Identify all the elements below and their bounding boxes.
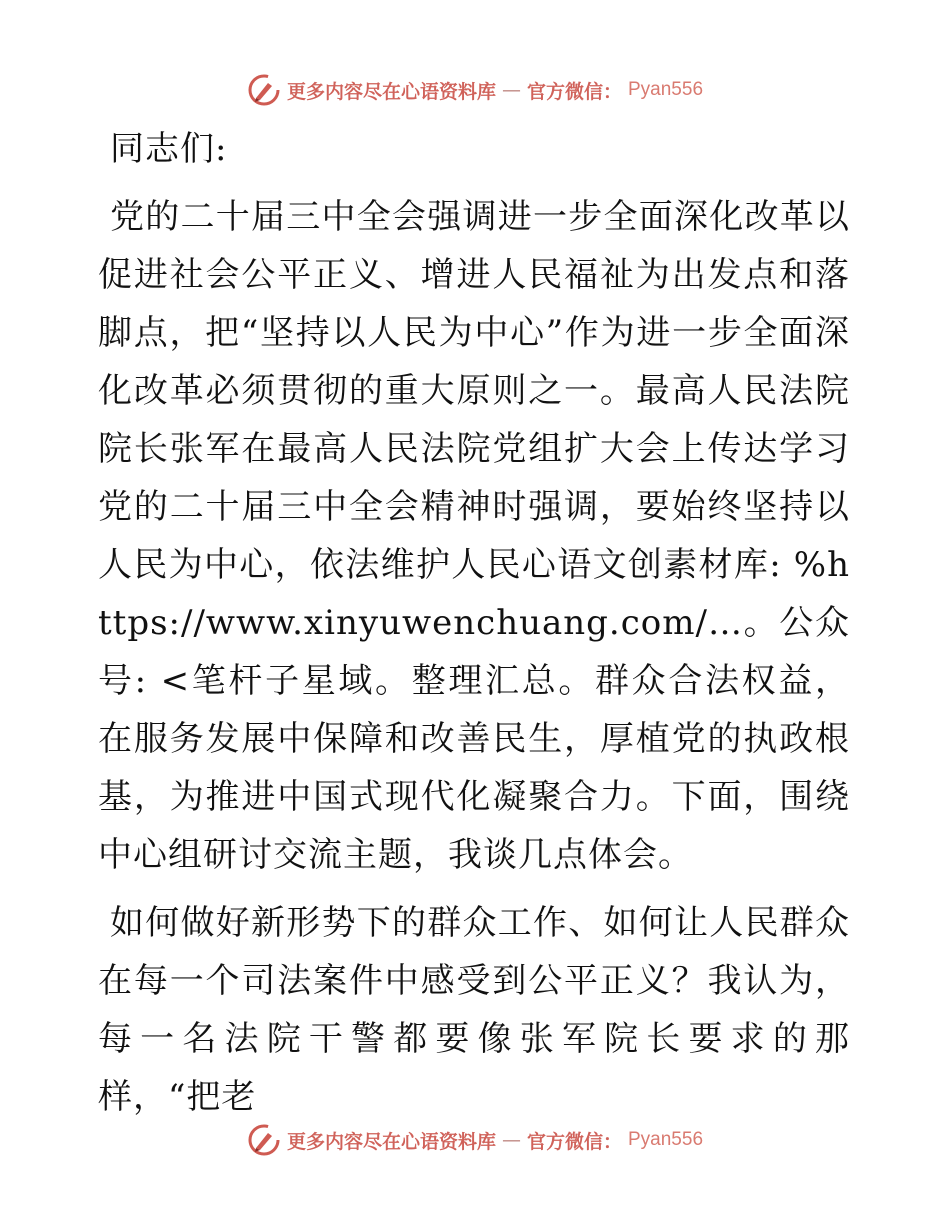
watermark-wechat-id: Pyan556 <box>628 1129 704 1150</box>
document-body <box>98 120 850 1136</box>
watermark-wechat-label: 官方微信： <box>526 80 622 103</box>
watermark-dash: — <box>501 1129 521 1151</box>
watermark-wechat-id: Pyan556 <box>628 79 704 100</box>
greeting: 同志们: <box>110 129 228 169</box>
pen-logo-icon <box>247 1123 281 1157</box>
paragraph-2: 如何做好新形势下的群众工作、如何让人民群众在每一个司法案件中感受到公平正义？我认为，每一名法院干警都要像张军院长要求的那样，“把老 <box>98 903 850 1117</box>
header-watermark <box>0 72 950 108</box>
footer-watermark <box>0 1122 950 1158</box>
pen-logo-icon <box>247 73 281 107</box>
paragraph-1: 党的二十届三中全会强调进一步全面深化改革以促进社会公平正义、增进人民福祉为出发点和落脚点，把“坚持以人民为中心”作为进一步全面深化改革必须贯彻的重大原则之一。最高人民法院院长张军在最高人民法院党组扩大会上传达学习党的二十届三中全会精神时强调，要始终坚持以人民为中心，依法维护人民心语文创素材库: %https://www.xinyuwenchuang.com/…。公众号: <笔杆子星域。整理汇总。群众合法权益，在服务发展中保障和改善民生，厚植党的执政根基，为推进中国式现代化凝聚合力。下面，围绕中心组研讨交流主题，我谈几点体会。 <box>98 197 850 875</box>
watermark-site-text: 更多内容尽在心语资料库 <box>286 1130 496 1153</box>
watermark-wechat-label: 官方微信： <box>526 1130 622 1153</box>
watermark-dash: — <box>501 79 521 101</box>
watermark-site-text: 更多内容尽在心语资料库 <box>286 80 496 103</box>
